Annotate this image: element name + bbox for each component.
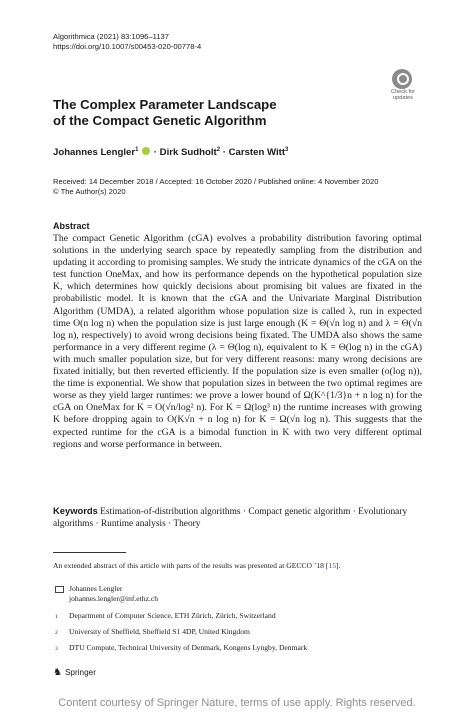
- envelope-icon: [55, 586, 64, 593]
- author-separator: ·: [222, 147, 226, 159]
- abstract-heading: Abstract: [53, 221, 90, 231]
- doi-link[interactable]: https://doi.org/10.1007/s00453-020-00778-4: [53, 42, 202, 51]
- author-list: [53, 147, 288, 158]
- author-affiliation-mark: 3: [285, 147, 289, 153]
- affiliation-number: 1: [55, 614, 58, 620]
- gecco-footnote: [53, 561, 340, 571]
- paper-title: The Complex Parameter Landscape of the Compact Genetic Algorithm: [53, 97, 277, 128]
- gecco-footnote-text: An extended abstract of this article with parts of the results was presented at GECCO ’18 [: [53, 561, 329, 570]
- abstract-body: The compact Genetic Algorithm (cGA) evolves a probability distribution favoring optimal solutions in the underlying search space by repeatedly sampling from the distribution and updating it according to promising samples. We study the intricate dynamics of the cGA on the test function OneMax, and how its performance depends on the hypothetical population size K, which determines how quickly decisions about promising bit values are fixated in the probabilistic model. It is known that the cGA and the Univariate Marginal Distribution Algorithm (UMDA), a related algorithm whose population size is called λ, run in expected time O(n log n) when the population size is just large enough (K = Θ(√n log n) and λ = Θ(√n log n), respectively) to avoid wrong decisions being fixated. The UMDA also shows the same performance in a very different regime (λ = Θ(log n), equivalent to K = Θ(log n) in the cGA) with much smaller population size, but for very different reasons: many wrong decisions are fixated initially, but then reverted efficiently. If the population size is even smaller (o(log n)), the time is exponential. We show that population sizes in between the two optimal regimes are worse as they yield larger runtimes: we prove a lower bound of Ω(K^{1/3}n + n log n) for the cGA on OneMax for K = O(√n/log² n). For K = Ω(log³ n) the runtime increases with growing K before dropping again to O(K√n + n log n) for K = Ω(√n log n). This suggests that the expected runtime for the cGA is a bimodal function in K with two very different optimal regions and worse performance in between.: [53, 233, 422, 450]
- keywords-text: Estimation-of-distribution algorithms · Compact genetic algorithm · Evolutionary algorithms · Runtime analysis · Theory: [53, 507, 408, 529]
- journal-header: [53, 32, 201, 52]
- keywords-label: Keywords: [53, 505, 98, 516]
- author-separator: ·: [153, 147, 157, 159]
- orcid-icon[interactable]: [142, 147, 150, 155]
- springer-horse-icon: ♞: [53, 667, 62, 678]
- footnote-divider: [53, 552, 126, 553]
- contact-name: Johannes Lengler: [69, 584, 123, 593]
- publication-dates: [53, 177, 378, 197]
- author-name[interactable]: Carsten Witt: [228, 147, 286, 159]
- history-dates: Received: 14 December 2018 / Accepted: 16 October 2020 / Published online: 4 November 2020: [53, 177, 379, 186]
- publisher-name: Springer: [64, 668, 96, 677]
- keywords-block: [53, 505, 422, 530]
- check-for-updates-badge[interactable]: [381, 69, 425, 102]
- author-name[interactable]: Johannes Lengler: [53, 147, 136, 159]
- gecco-footnote-end: ].: [336, 561, 341, 570]
- copyright-line: © The Author(s) 2020: [53, 187, 126, 196]
- author-affiliation-mark: 2: [216, 147, 221, 153]
- affiliation-number: 2: [55, 630, 58, 636]
- check-updates-label: Check for updates: [391, 89, 415, 101]
- author-name[interactable]: Dirk Sudholt: [159, 147, 217, 159]
- contact-email[interactable]: johannes.lengler@inf.ethz.ch: [69, 594, 159, 603]
- affiliation-text: DTU Compute, Technical University of Denmark, Kongens Lyngby, Denmark: [69, 643, 308, 652]
- reference-link[interactable]: 15: [328, 561, 337, 570]
- courtesy-notice: Content courtesy of Springer Nature, terms of use apply. Rights reserved.: [58, 697, 416, 709]
- journal-citation: Algorithmica (2021) 83:1096–1137: [53, 32, 169, 41]
- check-updates-icon: [392, 69, 412, 89]
- affiliation-number: 3: [55, 646, 58, 652]
- corresponding-author: [69, 584, 158, 604]
- author-affiliation-mark: 1: [135, 147, 139, 153]
- affiliation-text: Department of Computer Science, ETH Zürich, Zürich, Switzerland: [69, 611, 276, 620]
- affiliation-text: University of Sheffield, Sheffield S1 4DP, United Kingdom: [69, 627, 250, 636]
- publisher-logo: [53, 667, 96, 678]
